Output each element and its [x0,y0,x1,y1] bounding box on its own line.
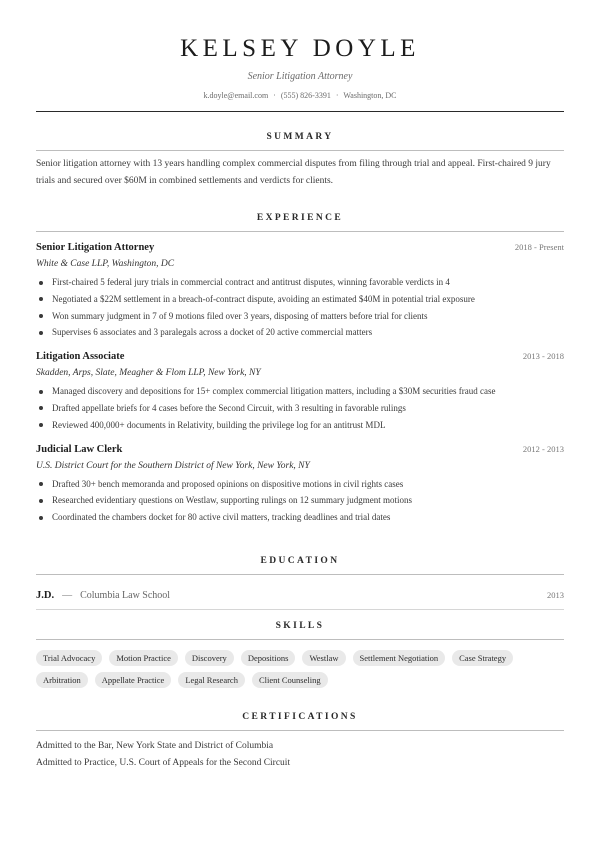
skills-list [36,650,564,688]
education-section [36,555,564,610]
section-heading-skills: SKILLS [275,621,325,631]
job-dates: 2013 - 2018 [522,351,564,362]
skill-chip: Discovery [185,650,234,666]
job-company: White & Case LLP, Washington, DC [36,259,175,269]
contact-phone: (555) 826-3391 [280,91,331,100]
section-heading-education: EDUCATION [260,556,340,566]
job-role: Senior Litigation Attorney [36,242,155,253]
skills-section [36,620,564,688]
contact-email[interactable]: k.doyle@email.com [203,91,269,100]
section-divider [36,574,564,575]
candidate-title: Senior Litigation Attorney [247,71,353,82]
job-bullet: Drafted appellate briefs for 4 cases before the Second Circuit, with 3 resulting in favorable rulings [36,400,564,417]
skill-chip: Arbitration [36,672,88,688]
section-divider [36,730,564,731]
skill-chip: Depositions [241,650,296,666]
job-bullet: Drafted 30+ bench memoranda and proposed opinions on dispositive motions in civil rights cases [36,476,564,493]
candidate-name: KELSEY DOYLE [180,35,420,62]
job-entry [36,443,564,526]
job-entry [36,241,564,341]
education-degree: J.D. [36,590,55,601]
certifications-section [36,711,564,772]
education-divider [36,609,564,610]
skill-chip: Client Counseling [252,672,328,688]
job-role: Judicial Law Clerk [36,443,123,455]
job-role: Litigation Associate [36,351,125,363]
contact-line [36,91,564,101]
summary-section [36,131,564,190]
section-divider [36,639,564,640]
job-bullet: Negotiated a $22M settlement in a breach-of-contract dispute, avoiding an estimated $40M in potential trial exposure [36,291,564,308]
certification-item: Admitted to the Bar, New York State and District of Columbia [36,741,274,751]
section-divider [36,231,564,232]
contact-location: Washington, DC [343,91,397,100]
job-bullet: Managed discovery and depositions for 15+ complex commercial litigation matters, including a $30M securities fraud case [36,383,564,400]
skill-chip: Settlement Negotiation [353,650,446,666]
job-bullet: Won summary judgment in 7 of 9 motions filed over 3 years, disposing of matters before trial for clients [36,308,564,325]
job-bullets [36,476,564,526]
header-divider [36,111,564,112]
job-dates: 2018 - Present [514,242,564,252]
job-bullets [36,383,564,433]
education-year: 2013 [547,590,564,600]
skill-chip: Appellate Practice [95,672,172,688]
resume-page [36,0,564,768]
section-divider [36,150,564,151]
skill-chip: Legal Research [178,672,245,688]
summary-text: Senior litigation attorney with 13 years handling complex commercial disputes from filing through trial and appeal. First-chaired 9 jury trials and secured over $60M in combined settlements and verdicts for clients. [36,159,551,186]
section-heading-summary: SUMMARY [266,132,334,142]
skill-chip: Westlaw [302,650,345,666]
job-bullet: Researched evidentiary questions on Westlaw, supporting rulings on 12 summary judgment motions [36,492,564,509]
contact-separator: · [273,91,276,100]
job-company: Skadden, Arps, Slate, Meagher & Flom LLP, New York, NY [36,368,261,379]
certification-item: Admitted to Practice, U.S. Court of Appeals for the Second Circuit [36,758,291,768]
job-bullet: First-chaired 5 federal jury trials in commercial contract and antitrust disputes, winning favorable verdicts in 4 [36,274,564,291]
job-bullet: Coordinated the chambers docket for 80 active civil matters, tracking deadlines and trial dates [36,509,564,526]
education-entry [36,585,564,603]
section-heading-experience: EXPERIENCE [256,213,344,223]
job-company: U.S. District Court for the Southern District of New York, New York, NY [36,460,310,471]
job-bullet: Supervises 6 associates and 3 paralegals across a docket of 20 active commercial matters [36,324,564,341]
certifications-list [36,738,564,772]
education-dash: — [62,590,73,601]
job-dates: 2012 - 2013 [522,443,564,454]
resume-header [36,0,564,112]
job-bullets [36,274,564,341]
contact-separator: · [335,91,339,100]
education-school: Columbia Law School [80,590,171,601]
section-heading-certifications: CERTIFICATIONS [242,712,358,722]
experience-section [36,212,564,526]
job-entry [36,350,564,433]
skill-chip: Motion Practice [109,650,178,666]
skill-chip: Trial Advocacy [36,650,102,666]
skill-chip: Case Strategy [452,650,513,666]
job-bullet: Reviewed 400,000+ documents in Relativity, building the privilege log for an antitrust MDL [36,417,564,434]
